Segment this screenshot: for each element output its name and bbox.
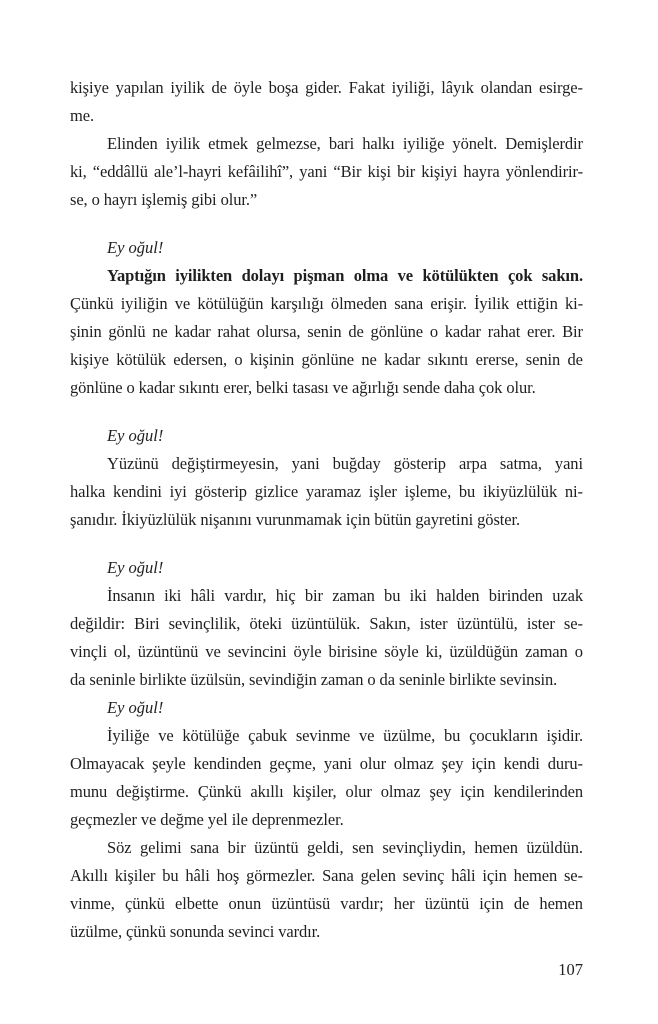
- paragraph: [70, 130, 583, 214]
- paragraph: [70, 74, 583, 130]
- text-line: İnsanın iki hâli vardır, hiç bir zaman bu iki halden birinden uzak: [107, 586, 583, 605]
- text-line: değildir: Biri sevinçlilik, öteki üzüntülük. Sakın, ister üzüntülü, ister se-: [70, 614, 583, 633]
- text-block: [70, 74, 583, 946]
- text-line: vinçli ol, üzüntünü ve sevincini öyle birisine söyle ki, üzüldüğün zaman o: [70, 642, 583, 661]
- text-line: kişiye kötülük edersen, o kişinin gönlüne ne kadar sıkıntı ererse, senin de: [70, 350, 583, 369]
- text-line: se, o hayrı işlemiş gibi olur.”: [70, 190, 258, 209]
- text-line: şanıdır. İkiyüzlülük nişanını vurunmamak için bütün gayretini göster.: [70, 510, 520, 529]
- text-line: kişiye yapılan iyilik de öyle boşa gider. Fakat iyiliği, lâyık olandan esirge-: [70, 78, 583, 97]
- text-line: Olmayacak şeyle kendinden geçme, yani olur olmaz şey için kendi duru-: [70, 754, 583, 773]
- text-line: Akıllı kişiler bu hâli hoş görmezler. Sana gelen sevinç hâli için hemen se-: [70, 866, 583, 885]
- text-line: halka kendini iyi gösterip gizlice yaramaz işler işleme, bu ikiyüzlülük ni-: [70, 482, 583, 501]
- paragraph: [70, 834, 583, 946]
- text-line: gönlüne o kadar sıkıntı erer, belki tasası ve ağırlığı sende daha çok olur.: [70, 378, 536, 397]
- section-heading: Ey oğul!: [107, 698, 164, 717]
- text-line: İyiliğe ve kötülüğe çabuk sevinme ve üzülme, bu çocukların işidir.: [107, 726, 583, 745]
- text-line: munu değiştirme. Çünkü akıllı kişiler, olur olmaz şey için kendilerinden: [70, 782, 583, 801]
- page-footer: [70, 956, 583, 984]
- text-line: Yaptığın iyilikten dolayı pişman olma ve kötülükten çok sakın.: [107, 266, 583, 285]
- text-line: Söz gelimi sana bir üzüntü geldi, sen sevinçliydin, hemen üzüldün.: [107, 838, 583, 857]
- text-line: Çünkü iyiliğin ve kötülüğün karşılığı ölmeden sana erişir. İyilik ettiğin ki-: [70, 294, 583, 313]
- paragraph: [70, 262, 583, 402]
- text-line: geçmezler ve değme yel ile deprenmezler.: [70, 810, 344, 829]
- text-line: Yüzünü değiştirmeyesin, yani buğday gösterip arpa satma, yani: [107, 454, 583, 473]
- page-number: 107: [558, 960, 583, 979]
- text-line: da seninle birlikte üzülsün, sevindiğin zaman o da seninle birlikte sevinsin.: [70, 670, 558, 689]
- text-line: vinme, çünkü elbette onun üzüntüsü vardır; her üzüntü için de hemen: [70, 894, 583, 913]
- section-heading: Ey oğul!: [107, 238, 164, 257]
- paragraph: [70, 582, 583, 694]
- text-line: me.: [70, 106, 94, 125]
- text-line: ki, “eddâllü ale’l-hayri kefâilihî”, yani “Bir kişi bir kişiyi hayra yönlendirir-: [70, 162, 583, 181]
- text-line: Elinden iyilik etmek gelmezse, bari halkı iyiliğe yönelt. Demişlerdir: [107, 134, 583, 153]
- paragraph: [70, 450, 583, 534]
- section-heading: Ey oğul!: [107, 426, 164, 445]
- text-line: şinin gönlü ne kadar rahat olursa, senin de gönlüne o kadar rahat erer. Bir: [70, 322, 583, 341]
- paragraph: [70, 722, 583, 834]
- section-heading: Ey oğul!: [107, 558, 164, 577]
- text-line: üzülme, çünkü sonunda sevinci vardır.: [70, 922, 321, 941]
